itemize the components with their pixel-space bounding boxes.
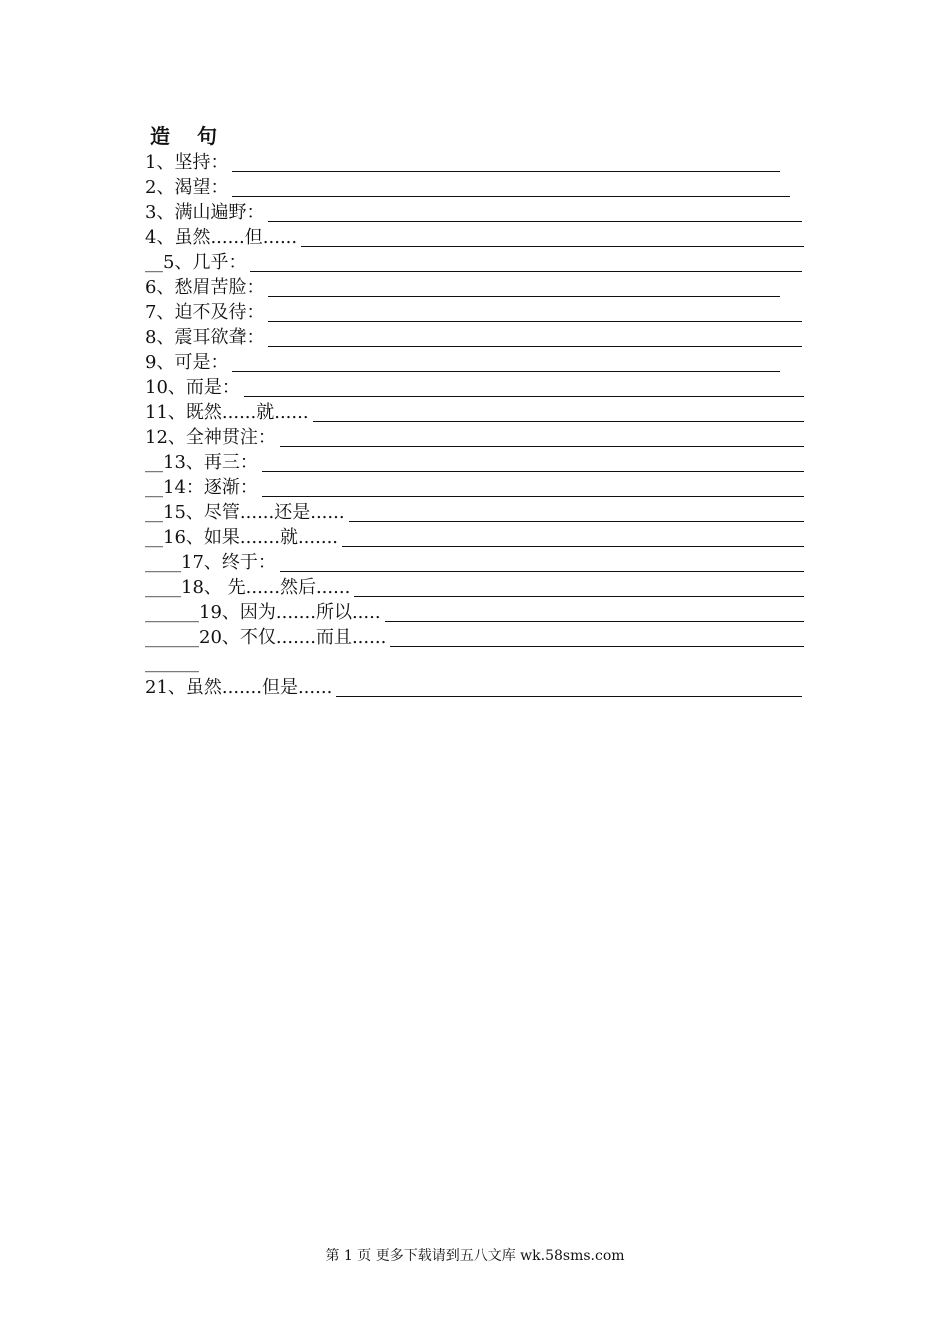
line-label: 21、虽然.......但是...... (145, 677, 333, 698)
line-label: 1、坚持： (145, 152, 229, 173)
line-label: 15、尽管......还是...... (163, 502, 345, 523)
exercise-line (145, 250, 825, 275)
answer-blank-line[interactable] (313, 421, 804, 422)
exercise-line (145, 425, 825, 450)
answer-blank-line[interactable] (354, 596, 804, 597)
answer-blank-line[interactable] (262, 471, 804, 472)
line-prefix: ____ (145, 552, 181, 573)
exercise-line (145, 650, 825, 675)
line-label: 5、几乎： (163, 252, 247, 273)
line-label: 17、终于： (181, 552, 276, 573)
page-title: 造 句 (150, 124, 227, 148)
line-prefix: __ (145, 252, 163, 273)
exercise-line (145, 375, 825, 400)
line-label: 4、虽然......但...... (145, 227, 298, 248)
answer-blank-line[interactable] (262, 496, 804, 497)
answer-blank-line[interactable] (349, 521, 804, 522)
answer-blank-line[interactable] (301, 246, 804, 247)
answer-blank-line[interactable] (232, 171, 780, 172)
exercise-line (145, 225, 825, 250)
answer-blank-line[interactable] (390, 646, 804, 647)
answer-blank-line[interactable] (280, 571, 804, 572)
answer-blank-line[interactable] (336, 696, 802, 697)
exercise-line (145, 675, 825, 700)
line-label: 6、愁眉苦脸： (145, 277, 265, 298)
exercise-line (145, 450, 825, 475)
exercise-line (145, 600, 825, 625)
line-label: 13、再三： (163, 452, 258, 473)
exercise-line (145, 625, 825, 650)
line-label: 14：逐渐： (163, 477, 258, 498)
line-prefix: __ (145, 477, 163, 498)
exercise-line (145, 150, 825, 175)
line-label: 7、迫不及待： (145, 302, 265, 323)
exercise-line (145, 325, 825, 350)
line-label: 20、不仅.......而且...... (199, 627, 387, 648)
answer-blank-line[interactable] (268, 296, 780, 297)
line-label: 18、 先......然后...... (181, 577, 351, 598)
exercise-line (145, 350, 825, 375)
answer-blank-line[interactable] (342, 546, 804, 547)
answer-blank-line[interactable] (268, 221, 802, 222)
page-footer: 第 1 页 更多下载请到五八文库 wk.58sms.com (325, 1248, 625, 1264)
line-prefix: ______ (145, 652, 199, 673)
exercise-line (145, 525, 825, 550)
exercise-line (145, 400, 825, 425)
line-prefix: __ (145, 527, 163, 548)
line-label: 12、全神贯注： (145, 427, 276, 448)
exercise-line (145, 200, 825, 225)
exercise-line (145, 475, 825, 500)
exercise-line (145, 550, 825, 575)
answer-blank-line[interactable] (232, 196, 790, 197)
line-label: 16、如果.......就....... (163, 527, 339, 548)
line-prefix: ______ (145, 627, 199, 648)
line-label: 10、而是： (145, 377, 240, 398)
answer-blank-line[interactable] (232, 371, 780, 372)
line-label: 3、满山遍野： (145, 202, 265, 223)
line-label: 2、渴望： (145, 177, 229, 198)
exercise-line (145, 500, 825, 525)
line-label: 19、因为.......所以..... (199, 602, 381, 623)
line-prefix: ____ (145, 577, 181, 598)
answer-blank-line[interactable] (385, 621, 804, 622)
line-prefix: ______ (145, 602, 199, 623)
answer-blank-line[interactable] (244, 396, 804, 397)
line-label: 8、震耳欲聋： (145, 327, 265, 348)
exercise-line (145, 575, 825, 600)
line-label: 11、既然......就...... (145, 402, 309, 423)
answer-blank-line[interactable] (250, 271, 802, 272)
line-label: 9、可是： (145, 352, 229, 373)
answer-blank-line[interactable] (268, 321, 802, 322)
exercise-line (145, 300, 825, 325)
line-prefix: __ (145, 452, 163, 473)
answer-blank-line[interactable] (280, 446, 804, 447)
exercise-line (145, 275, 825, 300)
exercise-line (145, 175, 825, 200)
answer-blank-line[interactable] (268, 346, 802, 347)
line-prefix: __ (145, 502, 163, 523)
